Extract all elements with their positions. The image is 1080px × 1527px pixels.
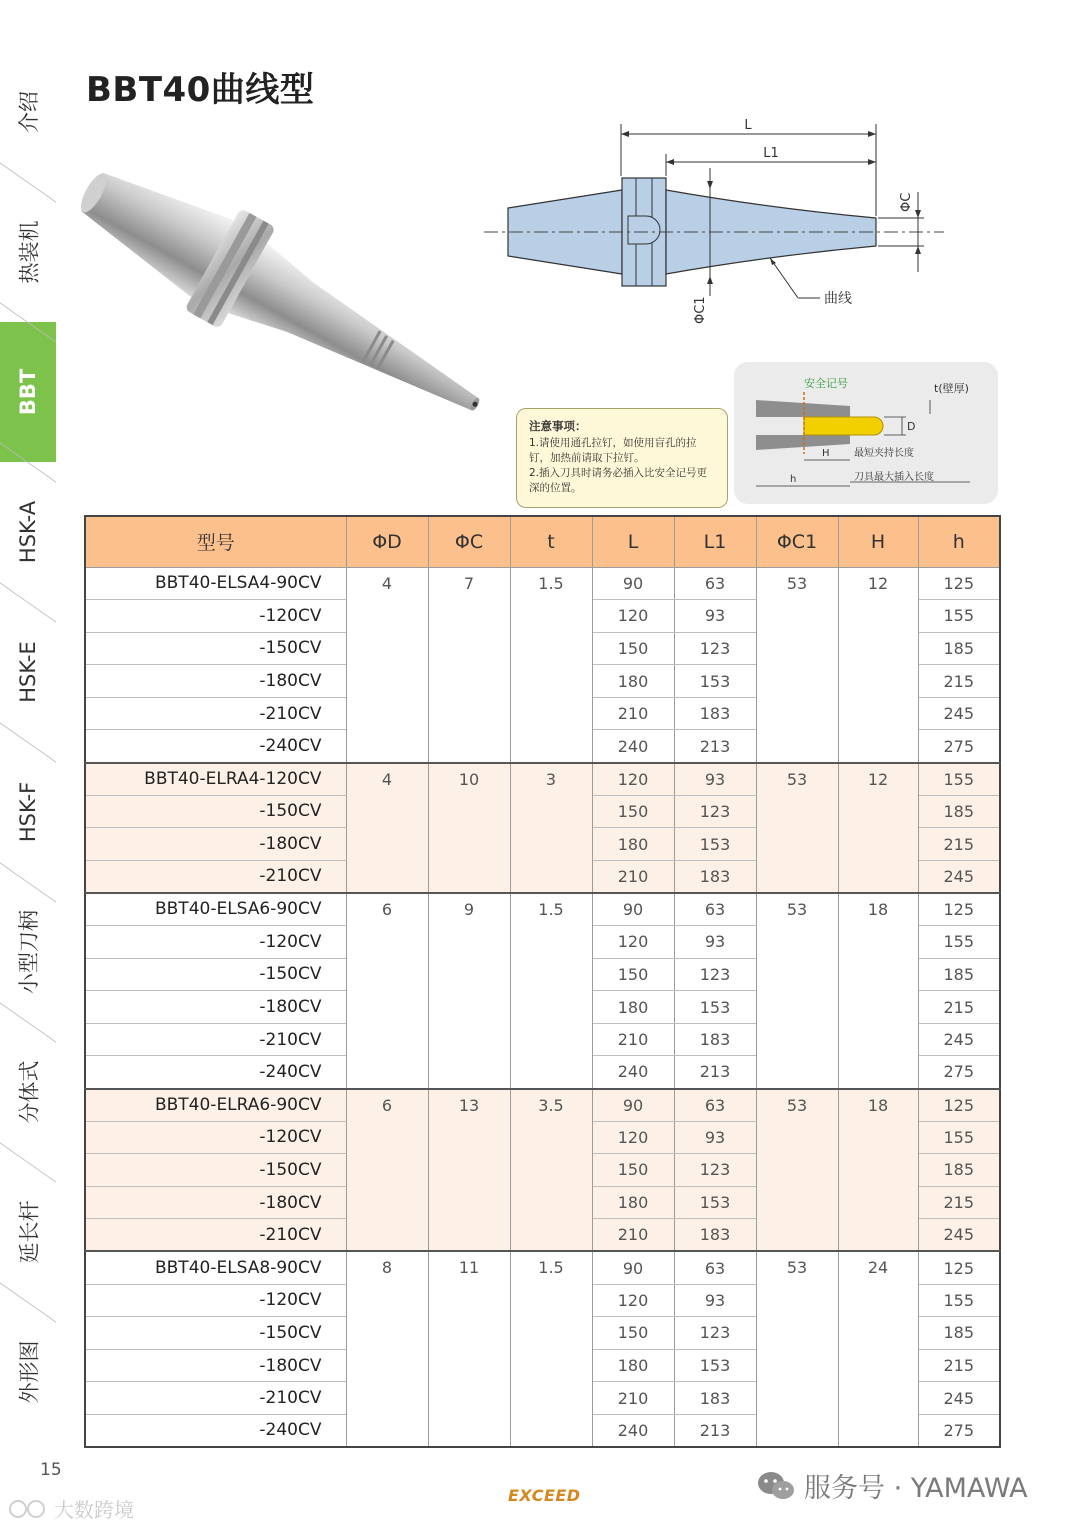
side-tab[interactable] bbox=[0, 1162, 56, 1302]
table-cell: 215 bbox=[918, 828, 1000, 861]
table-cell: 180 bbox=[592, 1186, 674, 1219]
table-cell: 215 bbox=[918, 991, 1000, 1024]
side-tab[interactable] bbox=[0, 602, 56, 742]
table-cell: -240CV bbox=[85, 1414, 346, 1447]
table-cell: 183 bbox=[674, 1382, 756, 1415]
column-header: h bbox=[918, 516, 1000, 567]
table-cell: 213 bbox=[674, 1056, 756, 1089]
table-cell: BBT40-ELRA4-120CV bbox=[85, 763, 346, 796]
table-cell: 125 bbox=[918, 893, 1000, 926]
label-H: H bbox=[822, 448, 830, 459]
table-cell: 210 bbox=[592, 1023, 674, 1056]
table-cell: 215 bbox=[918, 665, 1000, 698]
table-cell: 93 bbox=[674, 926, 756, 959]
table-cell: 13 bbox=[428, 1089, 510, 1252]
side-navigation bbox=[0, 42, 56, 1442]
table-cell: 155 bbox=[918, 600, 1000, 633]
table-cell: 125 bbox=[918, 1089, 1000, 1122]
table-cell: 183 bbox=[674, 860, 756, 893]
table-cell: 3.5 bbox=[510, 1089, 592, 1252]
table-cell: -210CV bbox=[85, 860, 346, 893]
table-cell: 153 bbox=[674, 991, 756, 1024]
side-tab[interactable] bbox=[0, 462, 56, 602]
table-cell: 53 bbox=[756, 893, 838, 1089]
table-cell: -240CV bbox=[85, 730, 346, 763]
table-cell: -120CV bbox=[85, 1284, 346, 1317]
table-cell: 3 bbox=[510, 763, 592, 893]
side-tab[interactable] bbox=[0, 1302, 56, 1442]
table-cell: BBT40-ELSA6-90CV bbox=[85, 893, 346, 926]
table-cell: 150 bbox=[592, 1317, 674, 1350]
table-cell: 240 bbox=[592, 1056, 674, 1089]
table-cell: 245 bbox=[918, 1219, 1000, 1252]
table-row bbox=[85, 1251, 1000, 1284]
table-cell: 150 bbox=[592, 795, 674, 828]
table-cell: -150CV bbox=[85, 958, 346, 991]
watermark-main bbox=[756, 1466, 1028, 1505]
table-cell: -180CV bbox=[85, 828, 346, 861]
table-cell: 93 bbox=[674, 600, 756, 633]
brand-logo: EXCEED bbox=[508, 1486, 581, 1505]
table-cell: 153 bbox=[674, 1186, 756, 1219]
table-cell: 185 bbox=[918, 1154, 1000, 1187]
table-cell: 153 bbox=[674, 665, 756, 698]
notice-line-2: 2.插入刀具时请务必插入比安全记号更深的位置。 bbox=[529, 467, 708, 494]
side-tab[interactable] bbox=[0, 1022, 56, 1162]
column-header: ΦC bbox=[428, 516, 510, 567]
table-cell: 125 bbox=[918, 567, 1000, 600]
table-cell: 1.5 bbox=[510, 567, 592, 763]
table-cell: 123 bbox=[674, 1317, 756, 1350]
table-header-row bbox=[85, 516, 1000, 567]
table-cell: 6 bbox=[346, 1089, 428, 1252]
table-cell: 210 bbox=[592, 697, 674, 730]
table-cell: 155 bbox=[918, 926, 1000, 959]
table-cell: 120 bbox=[592, 1284, 674, 1317]
column-header: 型号 bbox=[85, 516, 346, 567]
spec-table bbox=[84, 515, 1001, 1448]
page-title: BBT40曲线型 bbox=[86, 70, 315, 110]
side-tab-label: HSK-F bbox=[16, 781, 41, 843]
dimension-drawing bbox=[478, 112, 948, 342]
table-cell: -180CV bbox=[85, 665, 346, 698]
table-cell: -210CV bbox=[85, 697, 346, 730]
table-row bbox=[85, 763, 1000, 796]
label-safety-mark: 安全记号 bbox=[804, 377, 848, 390]
table-cell: 240 bbox=[592, 1414, 674, 1447]
watermark-main-text: 服务号 · YAMAWA bbox=[804, 1473, 1028, 1504]
safety-mark-diagram bbox=[734, 362, 998, 504]
table-cell: 275 bbox=[918, 1414, 1000, 1447]
table-cell: 275 bbox=[918, 1056, 1000, 1089]
table-cell: 53 bbox=[756, 1251, 838, 1447]
table-cell: 180 bbox=[592, 828, 674, 861]
label-max-insert: 刀具最大插入长度 bbox=[854, 472, 934, 483]
side-tab-label: 延长杆 bbox=[17, 1200, 41, 1264]
table-cell: 90 bbox=[592, 1251, 674, 1284]
table-cell: 155 bbox=[918, 1121, 1000, 1154]
label-curve: 曲线 bbox=[824, 291, 852, 307]
table-cell: 185 bbox=[918, 1317, 1000, 1350]
table-cell: BBT40-ELSA4-90CV bbox=[85, 567, 346, 600]
table-cell: 183 bbox=[674, 697, 756, 730]
table-cell: -150CV bbox=[85, 1154, 346, 1187]
table-cell: 18 bbox=[838, 893, 918, 1089]
side-tab-label: 外形图 bbox=[17, 1340, 41, 1404]
table-cell: 180 bbox=[592, 991, 674, 1024]
table-cell: 93 bbox=[674, 1284, 756, 1317]
table-cell: -150CV bbox=[85, 1317, 346, 1350]
table-cell: BBT40-ELRA6-90CV bbox=[85, 1089, 346, 1122]
side-tab[interactable] bbox=[0, 742, 56, 882]
table-cell: 123 bbox=[674, 1154, 756, 1187]
side-tab-label: 热装机 bbox=[17, 220, 41, 284]
side-tab[interactable] bbox=[0, 882, 56, 1022]
table-cell: -210CV bbox=[85, 1219, 346, 1252]
table-cell: 63 bbox=[674, 567, 756, 600]
table-cell: 8 bbox=[346, 1251, 428, 1447]
tool-holder-photo bbox=[62, 160, 512, 440]
table-cell: 180 bbox=[592, 665, 674, 698]
table-cell: 4 bbox=[346, 567, 428, 763]
table-cell: 12 bbox=[838, 763, 918, 893]
table-cell: 63 bbox=[674, 1251, 756, 1284]
table-cell: 185 bbox=[918, 958, 1000, 991]
table-cell: BBT40-ELSA8-90CV bbox=[85, 1251, 346, 1284]
table-cell: 63 bbox=[674, 893, 756, 926]
table-cell: 215 bbox=[918, 1349, 1000, 1382]
table-cell: 125 bbox=[918, 1251, 1000, 1284]
table-cell: 9 bbox=[428, 893, 510, 1089]
table-cell: -120CV bbox=[85, 600, 346, 633]
table-cell: 93 bbox=[674, 763, 756, 796]
column-header: H bbox=[838, 516, 918, 567]
table-cell: 120 bbox=[592, 600, 674, 633]
table-cell: 123 bbox=[674, 795, 756, 828]
label-D: D bbox=[907, 420, 916, 433]
table-cell: 1.5 bbox=[510, 893, 592, 1089]
table-cell: 120 bbox=[592, 763, 674, 796]
table-cell: -120CV bbox=[85, 926, 346, 959]
side-tab-label: HSK-E bbox=[16, 641, 41, 703]
table-cell: 90 bbox=[592, 567, 674, 600]
table-cell: 245 bbox=[918, 1023, 1000, 1056]
table-cell: 12 bbox=[838, 567, 918, 763]
table-cell: 150 bbox=[592, 1154, 674, 1187]
column-header: L1 bbox=[674, 516, 756, 567]
table-cell: 63 bbox=[674, 1089, 756, 1122]
table-cell: 183 bbox=[674, 1023, 756, 1056]
table-cell: 10 bbox=[428, 763, 510, 893]
table-row bbox=[85, 893, 1000, 926]
table-cell: 123 bbox=[674, 958, 756, 991]
table-cell: 93 bbox=[674, 1121, 756, 1154]
column-header: L bbox=[592, 516, 674, 567]
column-header: ΦD bbox=[346, 516, 428, 567]
watermark-corner bbox=[8, 1494, 134, 1523]
label-h: h bbox=[790, 474, 797, 485]
page-number: 15 bbox=[40, 1460, 62, 1480]
table-cell: -150CV bbox=[85, 632, 346, 665]
table-cell: 180 bbox=[592, 1349, 674, 1382]
side-tab-label: BBT bbox=[16, 368, 40, 416]
table-cell: 185 bbox=[918, 795, 1000, 828]
table-cell: -240CV bbox=[85, 1056, 346, 1089]
table-cell: 245 bbox=[918, 1382, 1000, 1415]
column-header: t bbox=[510, 516, 592, 567]
table-cell: 153 bbox=[674, 1349, 756, 1382]
label-L1: L1 bbox=[763, 146, 779, 161]
table-cell: 90 bbox=[592, 893, 674, 926]
table-cell: 210 bbox=[592, 1382, 674, 1415]
label-t: t(壁厚) bbox=[934, 382, 969, 395]
chat-icon bbox=[8, 1497, 48, 1521]
table-cell: 240 bbox=[592, 730, 674, 763]
notice-line-1: 1.请使用通孔拉钉，如使用盲孔的拉钉，加热前请取下拉钉。 bbox=[529, 437, 697, 464]
label-min-clamp: 最短夹持长度 bbox=[854, 448, 914, 459]
side-tab[interactable] bbox=[0, 322, 56, 462]
label-C1: ΦC1 bbox=[693, 296, 708, 324]
table-cell: 11 bbox=[428, 1251, 510, 1447]
column-header: ΦC1 bbox=[756, 516, 838, 567]
table-cell: 18 bbox=[838, 1089, 918, 1252]
table-cell: 245 bbox=[918, 697, 1000, 730]
table-cell: -180CV bbox=[85, 991, 346, 1024]
label-C: ΦC bbox=[899, 192, 914, 212]
table-cell: 183 bbox=[674, 1219, 756, 1252]
table-cell: 153 bbox=[674, 828, 756, 861]
table-cell: 53 bbox=[756, 1089, 838, 1252]
table-cell: 24 bbox=[838, 1251, 918, 1447]
side-tab-label: 小型刀柄 bbox=[17, 910, 41, 994]
table-row bbox=[85, 1089, 1000, 1122]
table-cell: 210 bbox=[592, 1219, 674, 1252]
table-cell: 120 bbox=[592, 926, 674, 959]
table-cell: 150 bbox=[592, 632, 674, 665]
table-cell: 185 bbox=[918, 632, 1000, 665]
wechat-icon bbox=[756, 1469, 796, 1503]
table-cell: -180CV bbox=[85, 1349, 346, 1382]
watermark-corner-text: 大数跨境 bbox=[54, 1498, 134, 1522]
table-cell: 53 bbox=[756, 567, 838, 763]
table-cell: -180CV bbox=[85, 1186, 346, 1219]
table-cell: 213 bbox=[674, 730, 756, 763]
table-cell: 90 bbox=[592, 1089, 674, 1122]
side-tab[interactable] bbox=[0, 182, 56, 322]
table-cell: 155 bbox=[918, 763, 1000, 796]
side-tab-label: HSK-A bbox=[16, 500, 41, 564]
table-cell: 213 bbox=[674, 1414, 756, 1447]
table-cell: 150 bbox=[592, 958, 674, 991]
table-cell: 6 bbox=[346, 893, 428, 1089]
table-cell: 1.5 bbox=[510, 1251, 592, 1447]
side-tab-label: 分体式 bbox=[17, 1060, 41, 1124]
table-cell: 210 bbox=[592, 860, 674, 893]
table-cell: 53 bbox=[756, 763, 838, 893]
side-tab-label: 介绍 bbox=[17, 91, 41, 133]
table-cell: 215 bbox=[918, 1186, 1000, 1219]
table-cell: 123 bbox=[674, 632, 756, 665]
table-cell: -150CV bbox=[85, 795, 346, 828]
table-cell: 120 bbox=[592, 1121, 674, 1154]
table-cell: 245 bbox=[918, 860, 1000, 893]
label-L: L bbox=[744, 118, 752, 133]
table-cell: 4 bbox=[346, 763, 428, 893]
notice-box bbox=[516, 408, 728, 508]
table-cell: -120CV bbox=[85, 1121, 346, 1154]
table-row bbox=[85, 567, 1000, 600]
table-cell: 7 bbox=[428, 567, 510, 763]
table-cell: 275 bbox=[918, 730, 1000, 763]
notice-title: 注意事项： bbox=[529, 419, 587, 433]
table-cell: 155 bbox=[918, 1284, 1000, 1317]
table-cell: -210CV bbox=[85, 1382, 346, 1415]
side-tab[interactable] bbox=[0, 42, 56, 182]
table-cell: -210CV bbox=[85, 1023, 346, 1056]
